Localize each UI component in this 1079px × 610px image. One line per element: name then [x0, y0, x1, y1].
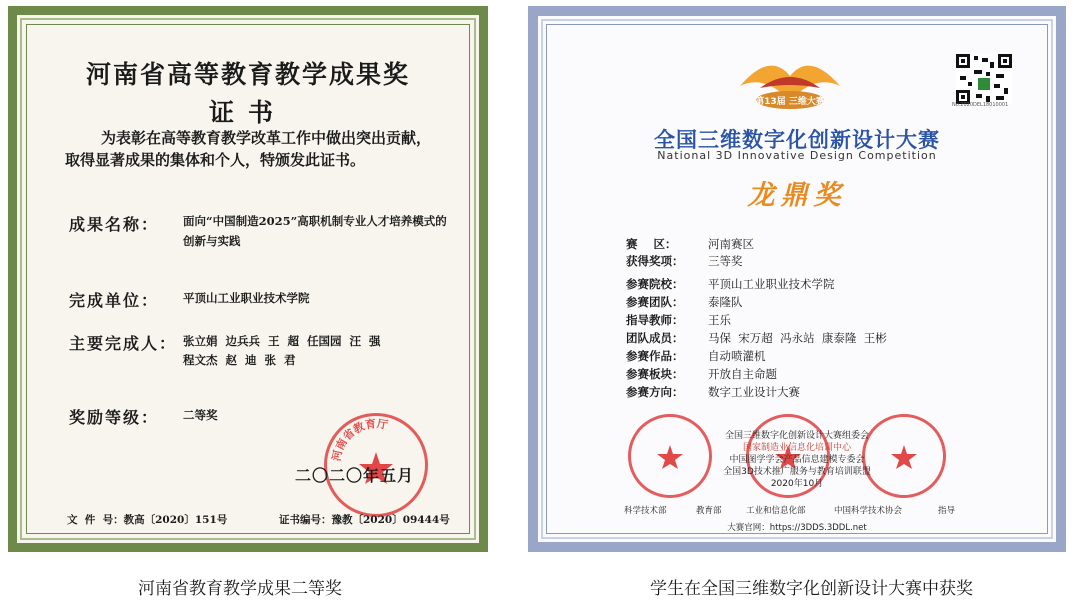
field-key: 获得奖项：	[626, 254, 684, 268]
people-line-2: 程文杰 赵 迪 张 君	[183, 353, 296, 367]
document-number: 文 件 号：教高〔2020〕151号	[67, 514, 228, 526]
qr-code-icon	[956, 54, 1012, 104]
field-row	[626, 312, 731, 328]
svg-text:第13届 三维大赛: 第13届 三维大赛	[755, 97, 825, 107]
field-value: 泰隆队	[708, 295, 743, 309]
award-name: 龙鼎奖	[747, 180, 847, 211]
field-row	[626, 330, 887, 346]
field-value: 自动喷灌机	[708, 349, 766, 363]
field-row	[626, 348, 766, 364]
field-key: 参赛团队：	[626, 295, 684, 309]
organizer-date: 2020年10月	[770, 479, 824, 489]
left-cert-intro: 为表彰在高等教育教学改革工作中做出突出贡献，取得显著成果的集体和个人，特颁发此证书。	[65, 129, 432, 169]
level-label: 奖励等级：	[69, 408, 160, 427]
field-row	[626, 384, 800, 400]
unit-value: 平顶山工业职业技术学院	[183, 291, 310, 305]
field-value: 开放自主命题	[708, 367, 777, 381]
seal-text: 河南省教育厅	[329, 417, 389, 463]
field-row	[626, 366, 777, 382]
field-key: 参赛板块：	[626, 367, 684, 381]
field-value: 数字工业设计大赛	[708, 385, 800, 399]
left-cert-title: 河南省高等教育教学成果奖	[85, 60, 410, 89]
achievement-value: 面向“中国制造2025”高职机制专业人才培养模式的创新与实践	[183, 214, 447, 248]
field-row	[626, 276, 835, 292]
left-cert-subtitle: 证书	[208, 98, 287, 127]
competition-title: 全国三维数字化创新设计大赛	[654, 128, 940, 152]
field-row	[626, 294, 743, 310]
field-row	[626, 253, 743, 269]
sponsor-item: 中国科学技术协会	[834, 506, 903, 516]
sponsor-item: 科学技术部	[624, 506, 667, 516]
field-key: 参赛方向：	[626, 385, 684, 399]
field-value: 马保 宋万超 冯永站 康泰隆 王彬	[708, 331, 887, 345]
field-key: 参赛院校：	[626, 277, 684, 291]
competition-website: 大赛官网：https://3DDS.3DDL.net	[727, 523, 867, 533]
field-value: 河南赛区	[708, 237, 754, 251]
level-value: 二等奖	[183, 408, 218, 422]
organizer-line: 中国图学学会产品信息建模专委会	[729, 455, 865, 465]
organizer-line: 全国三维数字化创新设计大赛组委会	[724, 431, 869, 441]
sponsor-item: 指导	[938, 506, 956, 516]
qr-caption: No.2020DEL18010001	[952, 102, 1009, 108]
achievement-label: 成果名称：	[69, 215, 160, 234]
field-key: 指导教师：	[626, 313, 684, 327]
left-certificate	[8, 6, 488, 552]
svg-text:河南省教育厅	[329, 416, 389, 462]
field-key: 参赛作品：	[626, 349, 684, 363]
field-value: 王乐	[708, 313, 731, 327]
right-caption: 学生在全国三维数字化创新设计大赛中获奖	[650, 579, 973, 599]
people-line-1: 张立娟 边兵兵 王 超 任国园 汪 强	[183, 334, 381, 348]
field-key: 团队成员：	[626, 331, 684, 345]
sponsor-item: 工业和信息化部	[746, 506, 806, 516]
competition-subtitle-en: National 3D Innovative Design Competition	[657, 149, 937, 162]
unit-label: 完成单位：	[69, 291, 160, 310]
issue-date: 二〇二〇年五月	[295, 466, 415, 485]
organizer-line: 国家制造业信息化培训中心	[742, 443, 851, 453]
organizer-line: 全国3D技术推广服务与教育培训联盟	[723, 467, 871, 477]
right-certificate	[528, 6, 1066, 552]
field-row	[626, 236, 754, 252]
field-key: 赛 区：	[626, 237, 677, 251]
field-value: 平顶山工业职业技术学院	[708, 277, 835, 291]
sponsor-item: 教育部	[696, 506, 722, 516]
certificate-number: 证书编号：豫教〔2020〕09444号	[279, 514, 450, 526]
left-caption: 河南省教育教学成果二等奖	[138, 579, 342, 599]
field-value: 三等奖	[708, 254, 743, 268]
competition-logo-icon	[730, 56, 850, 116]
people-label: 主要完成人：	[69, 334, 178, 353]
